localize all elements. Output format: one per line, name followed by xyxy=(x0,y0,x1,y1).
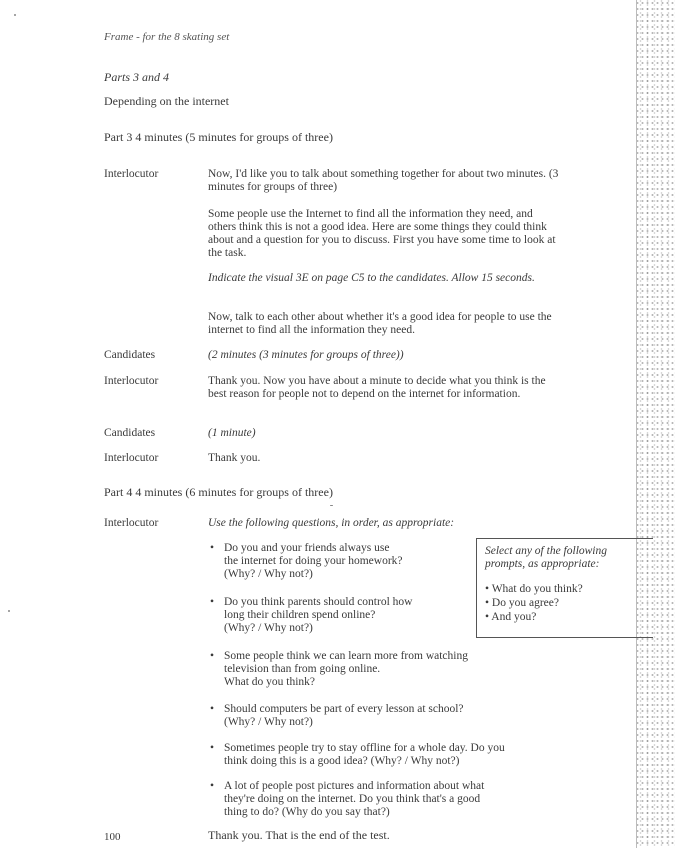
bullet-icon: • xyxy=(210,703,215,715)
prompt-item: • Do you agree? xyxy=(485,597,559,609)
part3-question: Now, talk to each other about whether it's a good idea for people to use the internet to find all the information they need. xyxy=(208,311,552,336)
part3-decide: Thank you. Now you have about a minute to decide what you think is the best reason for people not to depend on the internet for information. xyxy=(208,375,546,400)
part4-heading: Part 4 4 minutes (6 minutes for groups of three) xyxy=(104,485,333,499)
bullet-icon: • xyxy=(210,650,215,662)
scan-edge-noise xyxy=(635,0,675,848)
question-line: television than from going online. xyxy=(224,663,381,675)
question-line: they're doing on the internet. Do you think that's a good xyxy=(224,793,481,805)
question-line: Do you and your friends always use xyxy=(224,542,390,554)
bullet-icon: • xyxy=(210,596,215,608)
bullet-icon: • xyxy=(210,742,215,754)
closing-text: Thank you. That is the end of the test. xyxy=(208,828,390,842)
interlocutor-label: Interlocutor xyxy=(104,375,159,387)
topic-title: Depending on the internet xyxy=(104,94,229,108)
question-line: Sometimes people try to stay offline for a whole day. Do you xyxy=(224,742,505,754)
interlocutor-label: Interlocutor xyxy=(104,452,159,464)
prompts-heading-line: prompts, as appropriate: xyxy=(485,558,600,570)
part3-instruction: Indicate the visual 3E on page C5 to the candidates. Allow 15 seconds. xyxy=(208,272,535,284)
prompt-text: What do you think? xyxy=(491,583,583,595)
part-title: Parts 3 and 4 xyxy=(104,70,170,84)
candidates-label: Candidates xyxy=(104,427,156,439)
question-line: Some people think we can learn more from watching xyxy=(224,650,468,662)
interlocutor-label: Interlocutor xyxy=(104,168,159,180)
prompt-item: • What do you think? xyxy=(485,583,583,595)
question-line: long their children spend online? xyxy=(224,609,376,621)
page-header: Frame - for the 8 skating set xyxy=(104,31,230,43)
question-line: the internet for doing your homework? xyxy=(224,555,403,567)
part4-instruction: Use the following questions, in order, as appropriate: xyxy=(208,517,455,529)
question-line: What do you think? xyxy=(224,676,316,688)
question-line: Should computers be part of every lesson at school? xyxy=(224,703,464,715)
interlocutor-label: Interlocutor xyxy=(104,517,159,529)
question-line: (Why? / Why not?) xyxy=(224,622,313,634)
part3-thanks: Thank you. xyxy=(208,452,261,464)
scan-speck xyxy=(14,14,16,16)
scan-speck xyxy=(8,610,10,612)
bullet-icon: • xyxy=(210,780,215,792)
scan-edge-line xyxy=(636,0,637,848)
question-line: A lot of people post pictures and information about what xyxy=(224,780,485,792)
prompt-text: Do you agree? xyxy=(491,597,559,609)
prompts-heading xyxy=(485,545,607,571)
candidates-label: Candidates xyxy=(104,349,156,361)
prompts-heading-line: Select any of the following xyxy=(485,545,608,557)
question-line: (Why? / Why not?) xyxy=(224,568,313,580)
prompt-item: • And you? xyxy=(485,611,537,623)
candidates-time: (2 minutes (3 minutes for groups of three)) xyxy=(208,349,404,361)
candidates2-time: (1 minute) xyxy=(208,427,256,439)
page-number: 100 xyxy=(104,831,121,843)
scan-speck xyxy=(330,505,333,506)
part3-explanation: Some people use the Internet to find all the information they need, and others think this is not a good idea. Here are some things they could think about and a question for you to discuss. First you have some time to look at the task. xyxy=(208,208,556,259)
prompt-text: And you? xyxy=(491,611,537,623)
prompts-box xyxy=(476,538,653,638)
question-line: (Why? / Why not?) xyxy=(224,716,313,728)
part3-heading: Part 3 4 minutes (5 minutes for groups of three) xyxy=(104,130,333,144)
question-line: thing to do? (Why do you say that?) xyxy=(224,806,390,818)
question-line: Do you think parents should control how xyxy=(224,596,413,608)
bullet-icon: • xyxy=(210,542,215,554)
question-line: think doing this is a good idea? (Why? / Why not?) xyxy=(224,755,460,767)
part3-intro: Now, I'd like you to talk about something together for about two minutes. (3 minutes for groups of three) xyxy=(208,168,559,193)
